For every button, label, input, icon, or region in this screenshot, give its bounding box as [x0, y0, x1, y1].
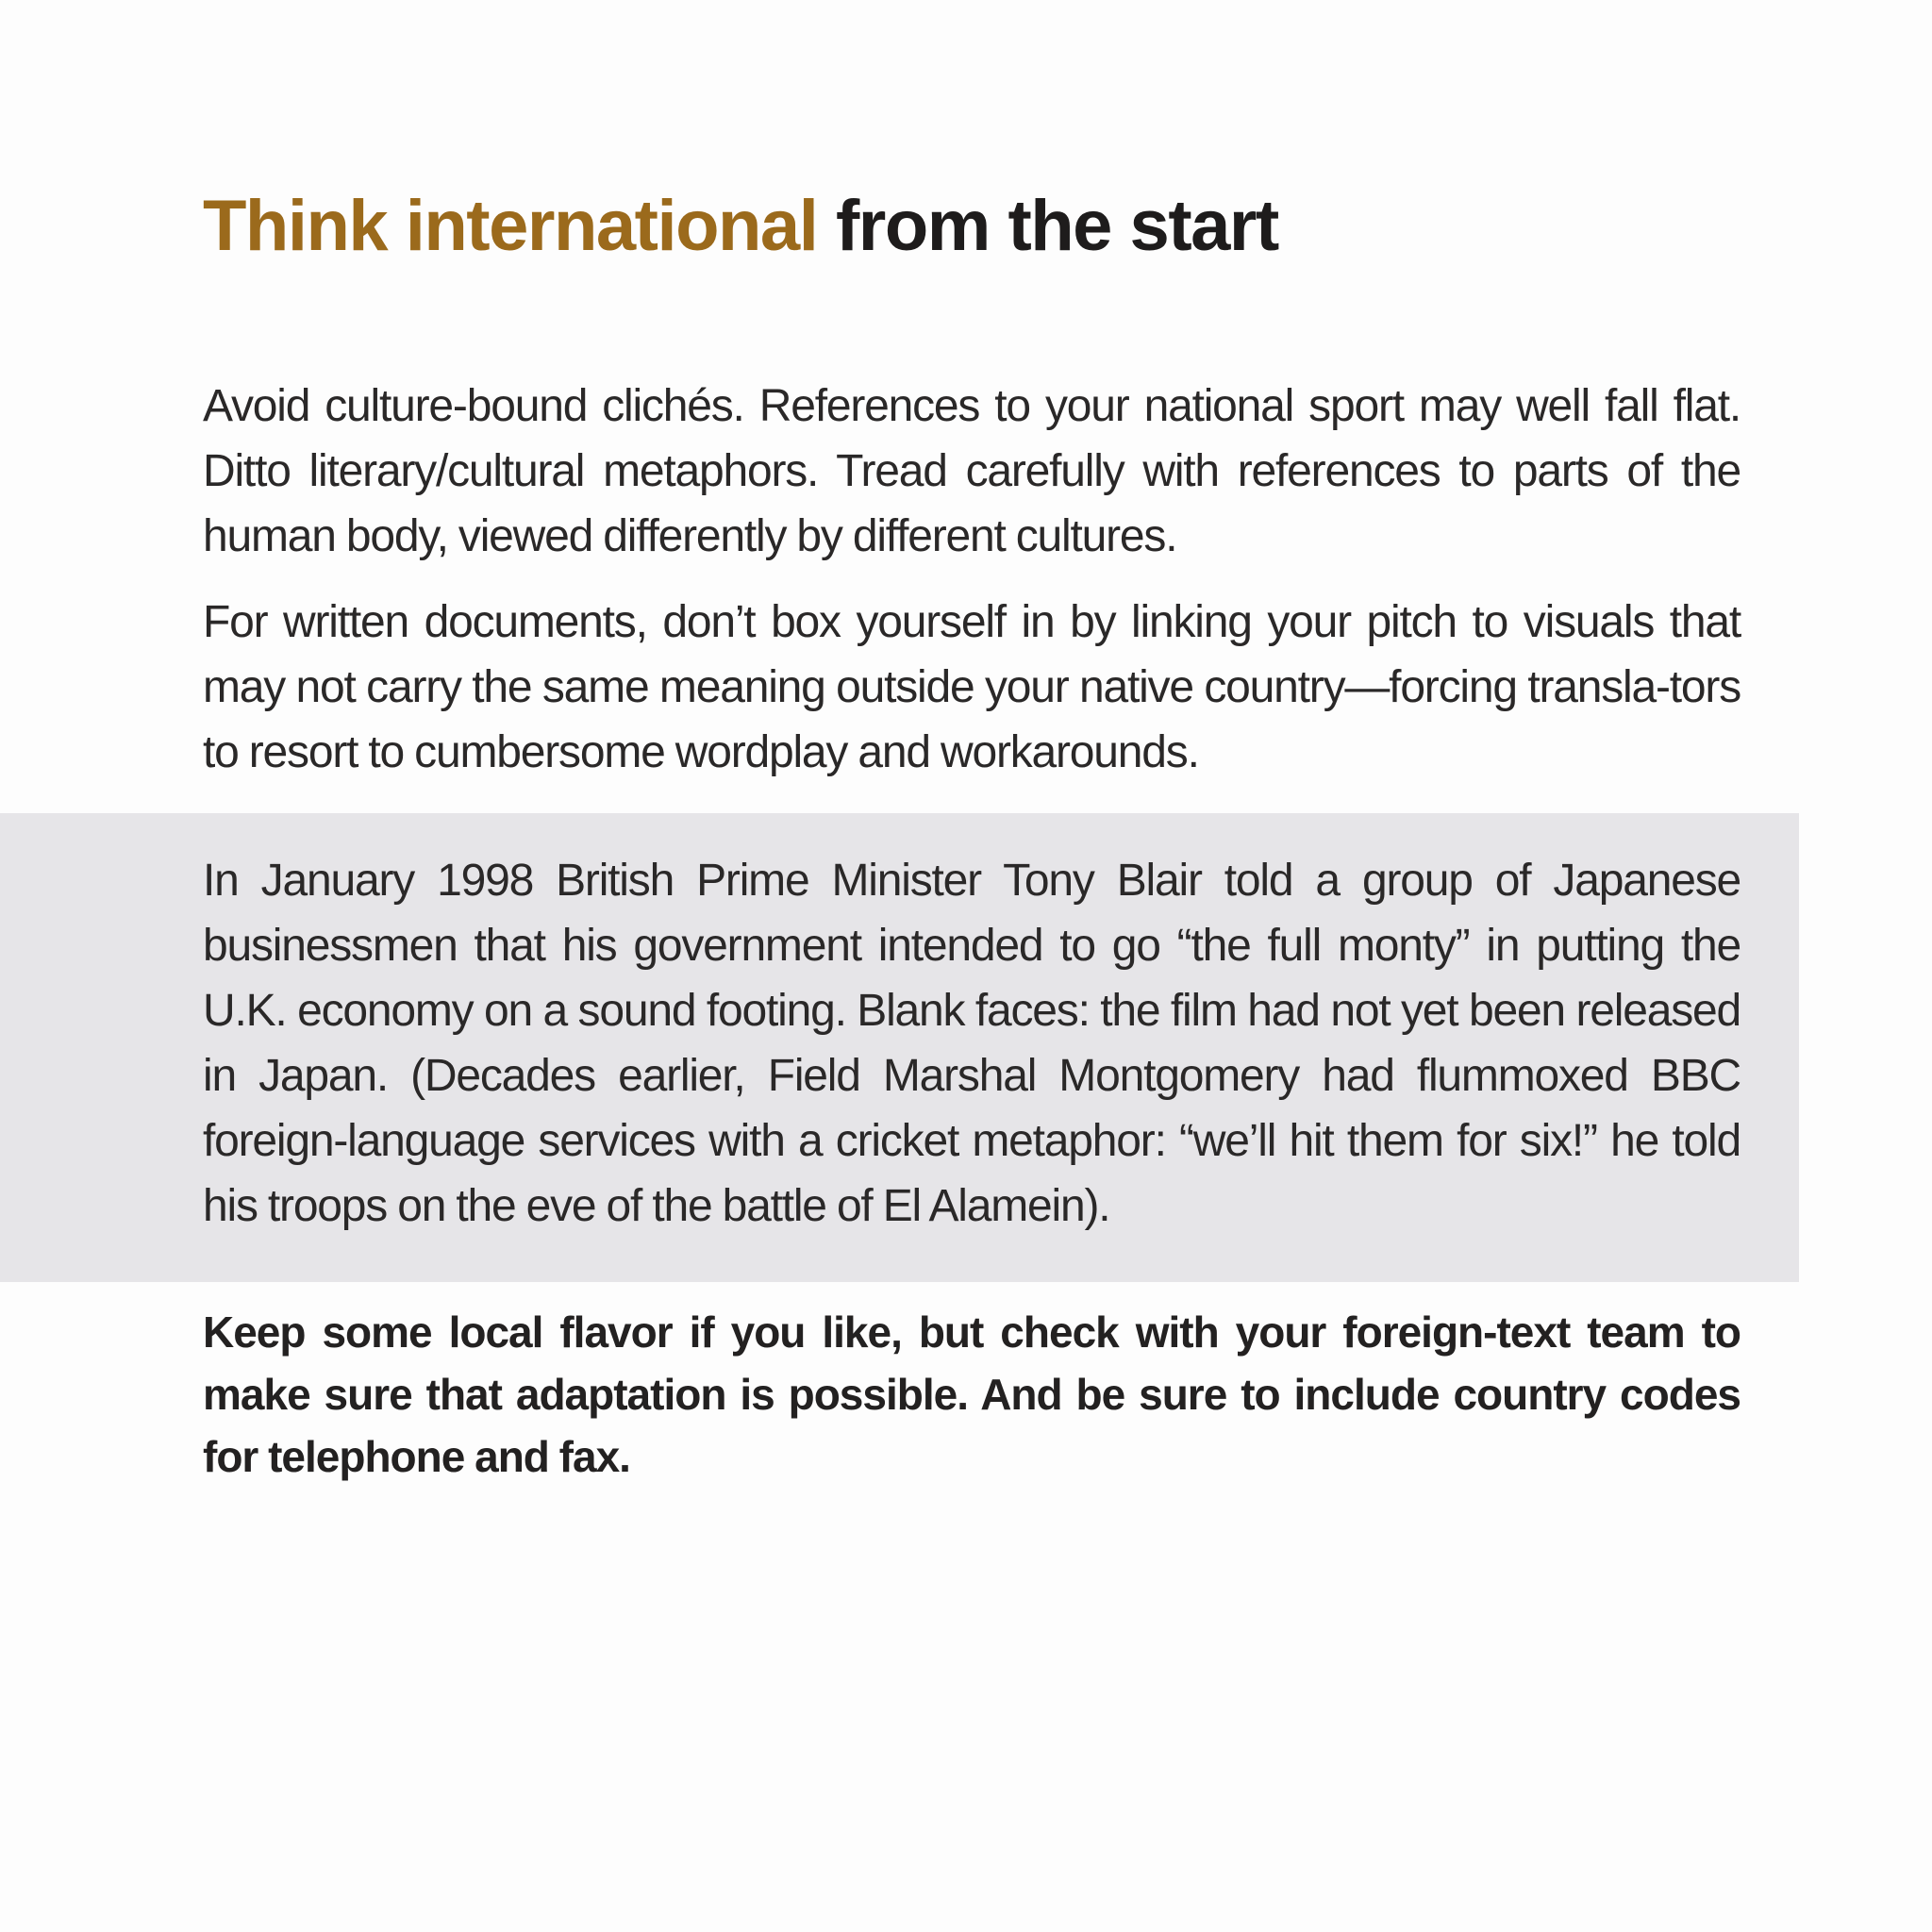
paragraph-cliches: Avoid culture-bound clichés. References to your national sport may well fall flat. Ditto literary/cultural metaphors. Tread carefully with references to parts of the human body, viewed differently by different cultures. [203, 381, 1740, 561]
title-rest: from the start [835, 186, 1278, 266]
page-title [203, 181, 1278, 272]
conclusion-bold-text: Keep some local flavor if you like, but check with your foreign-text team to make sure that adaptation is possible. And be sure to include country codes for telephone and fax. [203, 1307, 1740, 1481]
paragraph-written-documents: For written documents, don’t box yourself in by linking your pitch to visuals that may not carry the same meaning outside your native country—forcing transla-tors to resort to cumbersome wordplay and workarounds. [203, 597, 1740, 777]
title-accent: Think international [203, 186, 818, 266]
example-callout-text: In January 1998 British Prime Minister Tony Blair told a group of Japanese businessmen that his government intended to go “the full monty” in putting the U.K. economy on a sound footing. Blank faces: the film had not yet been released in Japan. (Decades earlier, Field Marshal Montgomery had flummoxed BBC foreign-language services with a cricket metaphor: “we’ll hit them for six!” he told his troops on the eve of the battle of El Alamein). [203, 856, 1740, 1231]
